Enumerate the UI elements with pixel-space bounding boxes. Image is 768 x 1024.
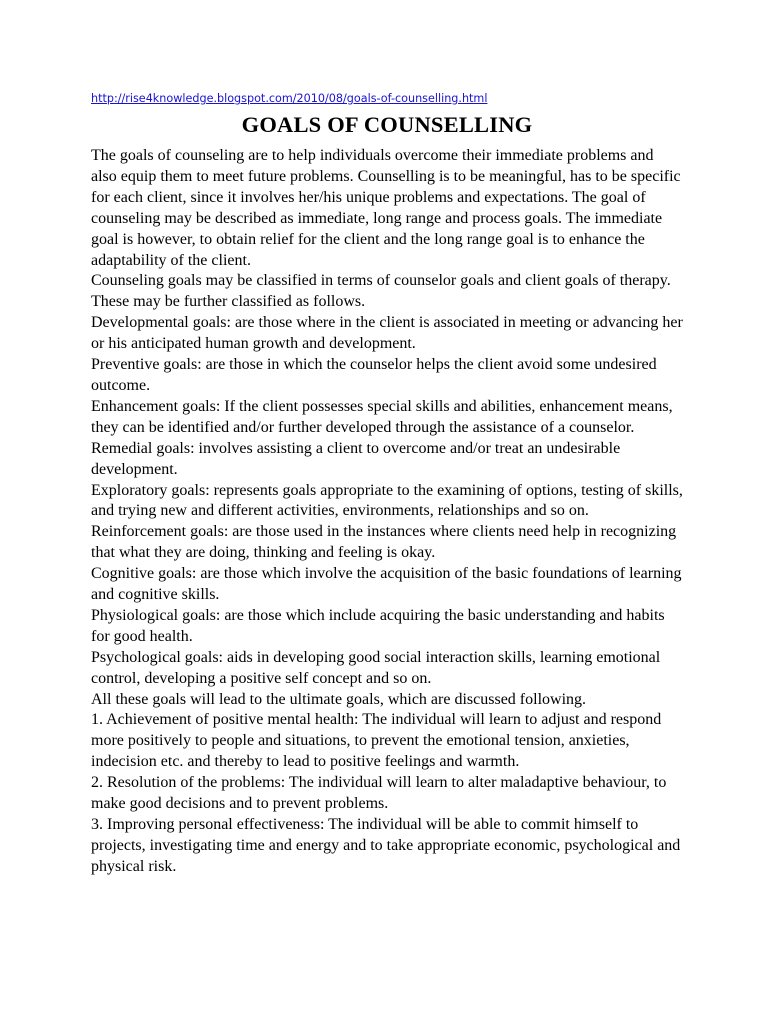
cognitive-goals-paragraph: Cognitive goals: are those which involve the acquisition of the basic foundations of learning and cognitive skills. [91, 565, 682, 604]
exploratory-goals-paragraph: Exploratory goals: represents goals appropriate to the examining of options, testing of skills, and trying new and different activities, environments, relationships and so on. [91, 481, 683, 520]
ultimate-goals-paragraph: All these goals will lead to the ultimate goals, which are discussed following. [91, 690, 587, 708]
document-content [91, 89, 683, 878]
document-body [91, 146, 683, 878]
physiological-goals-paragraph: Physiological goals: are those which include acquiring the basic understanding and habits for good health. [91, 606, 665, 645]
document-title: GOALS OF COUNSELLING [241, 112, 533, 137]
remedial-goals-paragraph: Remedial goals: involves assisting a client to overcome and/or treat an undesirable development. [91, 439, 621, 478]
source-url-link[interactable]: http://rise4knowledge.blogspot.com/2010/08/goals-of-counselling.html [91, 92, 488, 105]
psychological-goals-paragraph: Psychological goals: aids in developing good social interaction skills, learning emotional control, developing a positive self concept and so on. [91, 648, 661, 687]
classification-paragraph: Counseling goals may be classified in terms of counselor goals and client goals of therapy. These may be further classified as follows. [91, 272, 671, 311]
developmental-goals-paragraph: Developmental goals: are those where in the client is associated in meeting or advancing her or his anticipated human growth and development. [91, 314, 683, 353]
ultimate-goal-1-paragraph: 1. Achievement of positive mental health: The individual will learn to adjust and respond more positively to people and situations, to prevent the emotional tension, anxieties, indecision etc. and thereby to lead to positive feelings and warmth. [91, 711, 662, 771]
reinforcement-goals-paragraph: Reinforcement goals: are those used in the instances where clients need help in recognizing that what they are doing, thinking and feeling is okay. [91, 523, 677, 562]
intro-paragraph: The goals of counseling are to help individuals overcome their immediate problems and also equip them to meet future problems. Counselling is to be meaningful, has to be specific for each client, since it involves her/his unique problems and expectations. The goal of counseling may be described as immediate, long range and process goals. The immediate goal is however, to obtain relief for the client and the long range goal is to enhance the adaptability of the client. [91, 147, 681, 269]
ultimate-goal-3-paragraph: 3. Improving personal effectiveness: The individual will be able to commit himself to projects, investigating time and energy and to take appropriate economic, psychological and physical risk. [91, 816, 681, 875]
ultimate-goal-2-paragraph: 2. Resolution of the problems: The individual will learn to alter maladaptive behaviour, to make good decisions and to prevent problems. [91, 774, 667, 813]
preventive-goals-paragraph: Preventive goals: are those in which the counselor helps the client avoid some undesired outcome. [91, 356, 657, 394]
enhancement-goals-paragraph: Enhancement goals: If the client possesses special skills and abilities, enhancement means, they can be identified and/or further developed through the assistance of a counselor. [91, 397, 673, 436]
